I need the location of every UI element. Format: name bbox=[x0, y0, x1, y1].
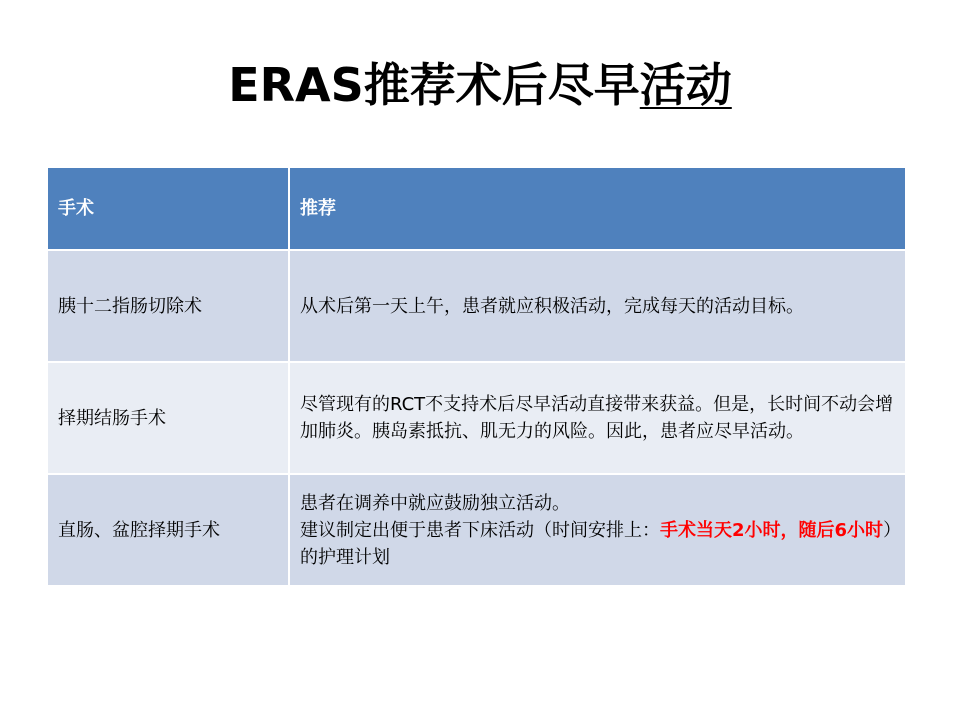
recommendation-table bbox=[48, 168, 905, 585]
header-recommendation: 推荐 bbox=[290, 168, 905, 249]
table-header-row bbox=[48, 168, 905, 251]
recommendation-line1: 患者在调养中就应鼓励独立活动。 bbox=[300, 492, 570, 514]
table-row bbox=[48, 475, 905, 585]
surgery-cell: 直肠、盆腔择期手术 bbox=[48, 475, 290, 585]
recommendation-highlight: 手术当天2小时，随后6小时 bbox=[660, 519, 884, 541]
recommendation-line2-end: ）的护理计划 bbox=[300, 519, 893, 568]
page-title bbox=[0, 58, 960, 113]
table-row bbox=[48, 363, 905, 475]
recommendation-text: 尽管现有的RCT不支持术后尽早活动直接带来获益。但是，长时间不动会增加肺炎。胰岛素抵抗、肌无力的风险。因此，患者应尽早活动。 bbox=[300, 394, 894, 442]
recommendation-line2-start: 建议制定出便于患者下床活动（时间安排上： bbox=[300, 519, 660, 541]
surgery-cell: 择期结肠手术 bbox=[48, 363, 290, 473]
table-row bbox=[48, 251, 905, 363]
recommendation-cell bbox=[290, 363, 905, 473]
recommendation-text: 从术后第一天上午，患者就应积极活动，完成每天的活动目标。 bbox=[300, 295, 804, 317]
recommendation-cell bbox=[290, 251, 905, 361]
recommendation-text bbox=[300, 490, 895, 571]
surgery-cell: 胰十二指肠切除术 bbox=[48, 251, 290, 361]
title-prefix: ERAS推荐术后尽早 bbox=[228, 58, 640, 112]
title-underlined: 活动 bbox=[639, 58, 732, 112]
recommendation-cell bbox=[290, 475, 905, 585]
header-surgery: 手术 bbox=[48, 168, 290, 249]
